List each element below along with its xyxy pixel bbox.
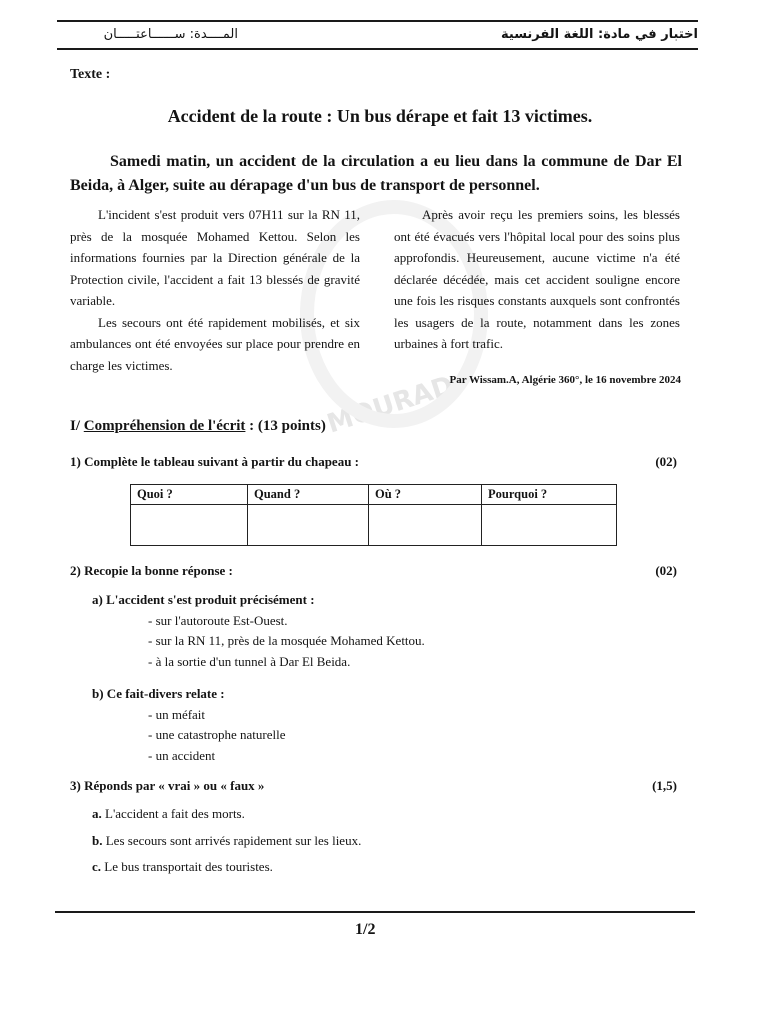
article-left-column [70, 204, 360, 376]
left-paragraph-2: Les secours ont été rapidement mobilisés, et six ambulances ont été envoyées sur place pour prendre en charge les victimes. [70, 314, 360, 373]
right-paragraph-1: Après avoir reçu les premiers soins, les blessés ont été évacués vers l'hôpital local pour des soins plus approfondis. Heureusement, aucune victime n'a été déclarée décédée, mais cet accident souligne encore une fois les risques constants auxquels sont confrontés les usagers de la route, notamment dans les zones urbaines à fort trafic. [394, 207, 680, 351]
table-header-row [131, 485, 617, 505]
q2a-option-1: - sur l'autoroute Est-Ouest. [148, 613, 288, 628]
q2a-option-3: - à la sortie d'un tunnel à Dar El Beida. [148, 654, 351, 669]
table-cell-pourquoi[interactable] [482, 505, 617, 546]
table-cell-quoi[interactable] [131, 505, 248, 546]
question-1-points: (02) [655, 454, 677, 469]
question-2a: a) L'accident s'est produit précisément : [92, 592, 315, 607]
question-2: 2) Recopie la bonne réponse : [70, 563, 233, 578]
header-subject: اختبار في مادة: اللغة الفرنسية [501, 27, 698, 42]
texte-label: Texte : [70, 67, 111, 82]
table-header-pourquoi: Pourquoi ? [482, 485, 617, 505]
q3-item-a-text: L'accident a fait des morts. [101, 806, 245, 821]
answer-table [130, 484, 617, 546]
section-prefix: I/ [70, 418, 84, 434]
question-2b: b) Ce fait-divers relate : [92, 686, 225, 701]
table-cell-ou[interactable] [369, 505, 482, 546]
q3-item-a [92, 806, 245, 822]
table-header-quand: Quand ? [248, 485, 369, 505]
table-header-ou: Où ? [369, 485, 482, 505]
table-cell-quand[interactable] [248, 505, 369, 546]
q3-item-b-letter: b. [92, 833, 103, 848]
header-duration: المــــدة: ســــــاعتـــــان [103, 27, 238, 42]
footer-line [55, 911, 695, 913]
section-title: Compréhension de l'écrit [83, 418, 246, 434]
question-2-points: (02) [655, 563, 677, 578]
left-paragraph-1: L'incident s'est produit vers 07H11 sur la RN 11, près de la mosquée Mohamed Kettou. Selon les informations fournies par la Direction générale de la Protection civile, l'accident a fait 13 blessés de gravité variable. [70, 207, 360, 308]
question-3: 3) Réponds par « vrai » ou « faux » [70, 778, 265, 793]
q3-item-c-letter: c. [92, 859, 102, 874]
article-chapeau: Samedi matin, un accident de la circulation a eu lieu dans la commune de Dar El Beida, à Alger, suite au dérapage d'un bus de transport de personnel. [70, 153, 682, 194]
q2b-option-1: - un méfait [148, 707, 206, 722]
question-1: 1) Complète le tableau suivant à partir du chapeau : [70, 454, 360, 469]
q2b-option-2: - une catastrophe naturelle [148, 727, 286, 742]
watermark: MOURAD [323, 370, 458, 440]
q3-item-c [92, 859, 273, 875]
table-header-quoi: Quoi ? [131, 485, 248, 505]
q2a-option-2: - sur la RN 11, près de la mosquée Mohamed Kettou. [148, 633, 425, 648]
q3-item-b [92, 833, 361, 849]
header-bottom-line [57, 48, 698, 50]
header-top-line [57, 20, 698, 22]
article-title: Accident de la route : Un bus dérape et fait 13 victimes. [167, 106, 593, 126]
page-number: 1/2 [355, 921, 376, 938]
question-3-points: (1,5) [652, 778, 677, 793]
article-right-column [394, 204, 680, 355]
table-answer-row [131, 505, 617, 546]
q2b-option-3: - un accident [148, 748, 216, 763]
q3-item-c-text: Le bus transportait des touristes. [101, 859, 273, 874]
section-heading [70, 418, 326, 435]
q3-item-a-letter: a. [92, 806, 102, 821]
article-source: Par Wissam.A, Algérie 360°, le 16 novembre 2024 [449, 374, 681, 386]
q3-item-b-text: Les secours sont arrivés rapidement sur les lieux. [102, 833, 362, 848]
section-suffix: : (13 points) [245, 418, 326, 434]
